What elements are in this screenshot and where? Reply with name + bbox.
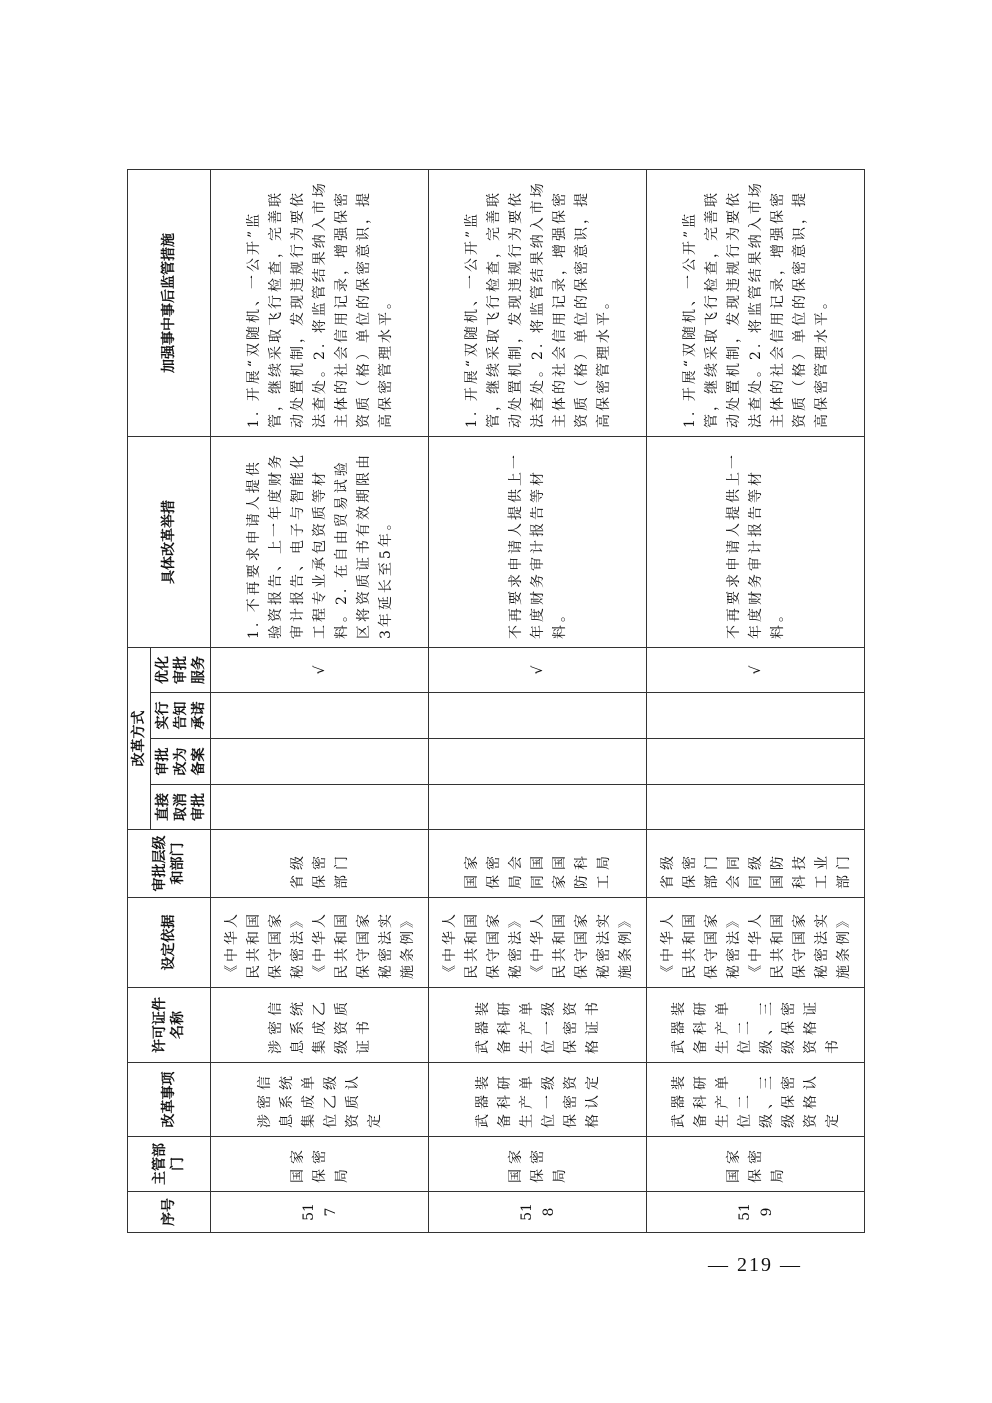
cell-supervision: 1. 开展“双随机、一公开”监管，继续采取飞行检查，完善联动处置机制，发现违规行为要依法查处。2. 将监管结果纳入市场主体的社会信用记录，增强保密资质（格）单位的保密意识，提高保密管理水平。 [211,170,429,437]
header-mode-record: 审批改为备案 [151,739,211,785]
header-mode-cancel: 直接取消审批 [151,785,211,830]
cell-promise [647,693,865,739]
check-mark-icon: √ [211,648,429,693]
cell-basis: 《中华人民共和国保守国家秘密法》《中华人民共和国保守国家秘密法实施条例》 [647,898,865,988]
cell-supervision: 1. 开展“双随机、一公开”监管，继续采取飞行检查，完善联动处置机制，发现违规行为要依法查处。2. 将监管结果纳入市场主体的社会信用记录，增强保密资质（格）单位的保密意识，提高保密管理水平。 [429,170,647,437]
cell-item: 武器装备科研生产单位二级、三级保密资格认定 [647,1063,865,1137]
cell-measures: 不再要求申请人提供上一年度财务审计报告等材料。 [429,437,647,648]
header-dept: 主管部门 [128,1137,211,1192]
reform-table [127,169,865,1233]
header-level: 审批层级和部门 [128,830,211,898]
cell-cancel [647,785,865,830]
cell-item: 涉密信息系统集成单位乙级资质认定 [211,1063,429,1137]
cell-item: 武器装备科研生产单位一级保密资格认定 [429,1063,647,1137]
cell-level: 国家保密局会同国家国防科工局 [429,830,647,898]
cell-basis: 《中华人民共和国保守国家秘密法》《中华人民共和国保守国家秘密法实施条例》 [429,898,647,988]
cell-level: 省级保密部门 [211,830,429,898]
cell-dept: 国家保密局 [211,1137,429,1192]
header-item: 改革事项 [128,1063,211,1137]
cell-cancel [429,785,647,830]
table-row [211,170,429,1233]
cell-record [647,739,865,785]
check-mark-icon: √ [429,648,647,693]
header-license: 许可证件名称 [128,988,211,1063]
cell-record [211,739,429,785]
cell-supervision: 1. 开展“双随机、一公开”监管，继续采取飞行检查，完善联动处置机制，发现违规行为要依法查处。2. 将监管结果纳入市场主体的社会信用记录，增强保密资质（格）单位的保密意识，提高保密管理水平。 [647,170,865,437]
rotated-table-wrapper [127,170,863,1233]
cell-seq: 517 [211,1192,429,1233]
check-mark-icon: √ [647,648,865,693]
table-row [429,170,647,1233]
cell-dept: 国家保密局 [429,1137,647,1192]
cell-measures: 1. 不再要求申请人提供验资报告、上一年度财务审计报告、电子与智能化工程专业承包资质等材料。2. 在自由贸易试验区将资质证书有效期限由3年延长至5年。 [211,437,429,648]
cell-level: 省级保密部门会同同级国防科技工业部门 [647,830,865,898]
header-mode-promise: 实行告知承诺 [151,693,211,739]
header-basis: 设定依据 [128,898,211,988]
cell-license: 武器装备科研生产单位一级保密资格证书 [429,988,647,1063]
cell-basis: 《中华人民共和国保守国家秘密法》《中华人民共和国保守国家秘密法实施条例》 [211,898,429,988]
table-row [647,170,865,1233]
cell-license: 武器装备科研生产单位二级、三级保密资格证书 [647,988,865,1063]
cell-promise [211,693,429,739]
header-measures: 具体改革举措 [128,437,211,648]
cell-promise [429,693,647,739]
header-mode: 改革方式 [128,648,151,830]
cell-measures: 不再要求申请人提供上一年度财务审计报告等材料。 [647,437,865,648]
header-mode-optimize: 优化审批服务 [151,648,211,693]
cell-dept: 国家保密局 [647,1137,865,1192]
cell-cancel [211,785,429,830]
cell-license: 涉密信息系统集成乙级资质证书 [211,988,429,1063]
page-number: — 219 — [708,1254,802,1276]
cell-seq: 519 [647,1192,865,1233]
header-supervision: 加强事中事后监管措施 [128,170,211,437]
cell-record [429,739,647,785]
header-seq: 序号 [128,1192,211,1233]
cell-seq: 518 [429,1192,647,1233]
